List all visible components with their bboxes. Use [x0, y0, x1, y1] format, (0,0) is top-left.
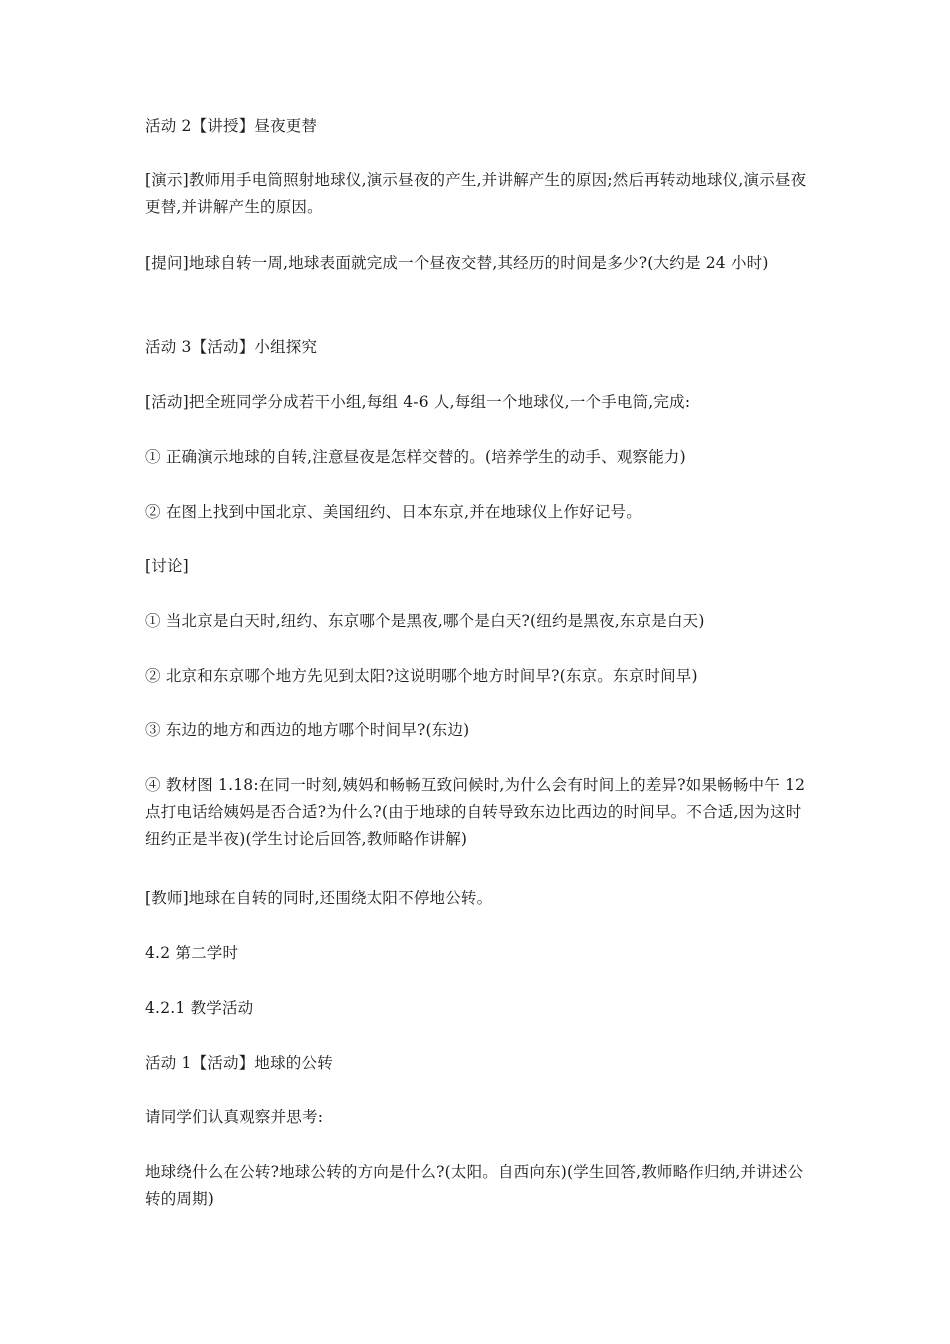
- section-4-2-heading: 4.2 第二学时: [145, 944, 239, 962]
- discussion-item-2: ② 北京和东京哪个地方先见到太阳?这说明哪个地方时间早?(东京。东京时间早): [145, 667, 698, 685]
- discussion-item-3: ③ 东边的地方和西边的地方哪个时间早?(东边): [145, 721, 470, 739]
- teacher-paragraph: [教师]地球在自转的同时,还围绕太阳不停地公转。: [145, 889, 493, 907]
- activity-1-heading: 活动 1【活动】地球的公转: [145, 1054, 333, 1072]
- discussion-item-4: ④ 教材图 1.18:在同一时刻,姨妈和畅畅互致问候时,为什么会有时间上的差异?如果畅畅中午 12 点打电话给姨妈是否合适?为什么?(由于地球的自转导致东边比西边的时间早。不合适,因为这时纽约正是半夜)(学生讨论后回答,教师略作讲解): [145, 776, 806, 848]
- task-item-2: ② 在图上找到中国北京、美国纽约、日本东京,并在地球仪上作好记号。: [145, 503, 642, 521]
- observe-prompt: 请同学们认真观察并思考:: [145, 1108, 324, 1126]
- activity-paragraph: [活动]把全班同学分成若干小组,每组 4-6 人,每组一个地球仪,一个手电筒,完成:: [145, 393, 691, 411]
- section-4-2-1-heading: 4.2.1 教学活动: [145, 999, 254, 1017]
- activity-2-heading: 活动 2【讲授】昼夜更替: [145, 117, 318, 135]
- discussion-item-1: ① 当北京是白天时,纽约、东京哪个是黑夜,哪个是白天?(纽约是黑夜,东京是白天): [145, 612, 705, 630]
- discussion-heading: [讨论]: [145, 557, 189, 575]
- revolution-question: 地球绕什么在公转?地球公转的方向是什么?(太阳。自西向东)(学生回答,教师略作归纳,并讲述公转的周期): [145, 1163, 804, 1208]
- task-item-1: ① 正确演示地球的自转,注意昼夜是怎样交替的。(培养学生的动手、观察能力): [145, 448, 686, 466]
- activity-3-heading: 活动 3【活动】小组探究: [145, 338, 318, 356]
- question-paragraph: [提问]地球自转一周,地球表面就完成一个昼夜交替,其经历的时间是多少?(大约是 24 小时): [145, 254, 769, 272]
- demonstration-paragraph: [演示]教师用手电筒照射地球仪,演示昼夜的产生,并讲解产生的原因;然后再转动地球仪,演示昼夜更替,并讲解产生的原因。: [145, 171, 807, 216]
